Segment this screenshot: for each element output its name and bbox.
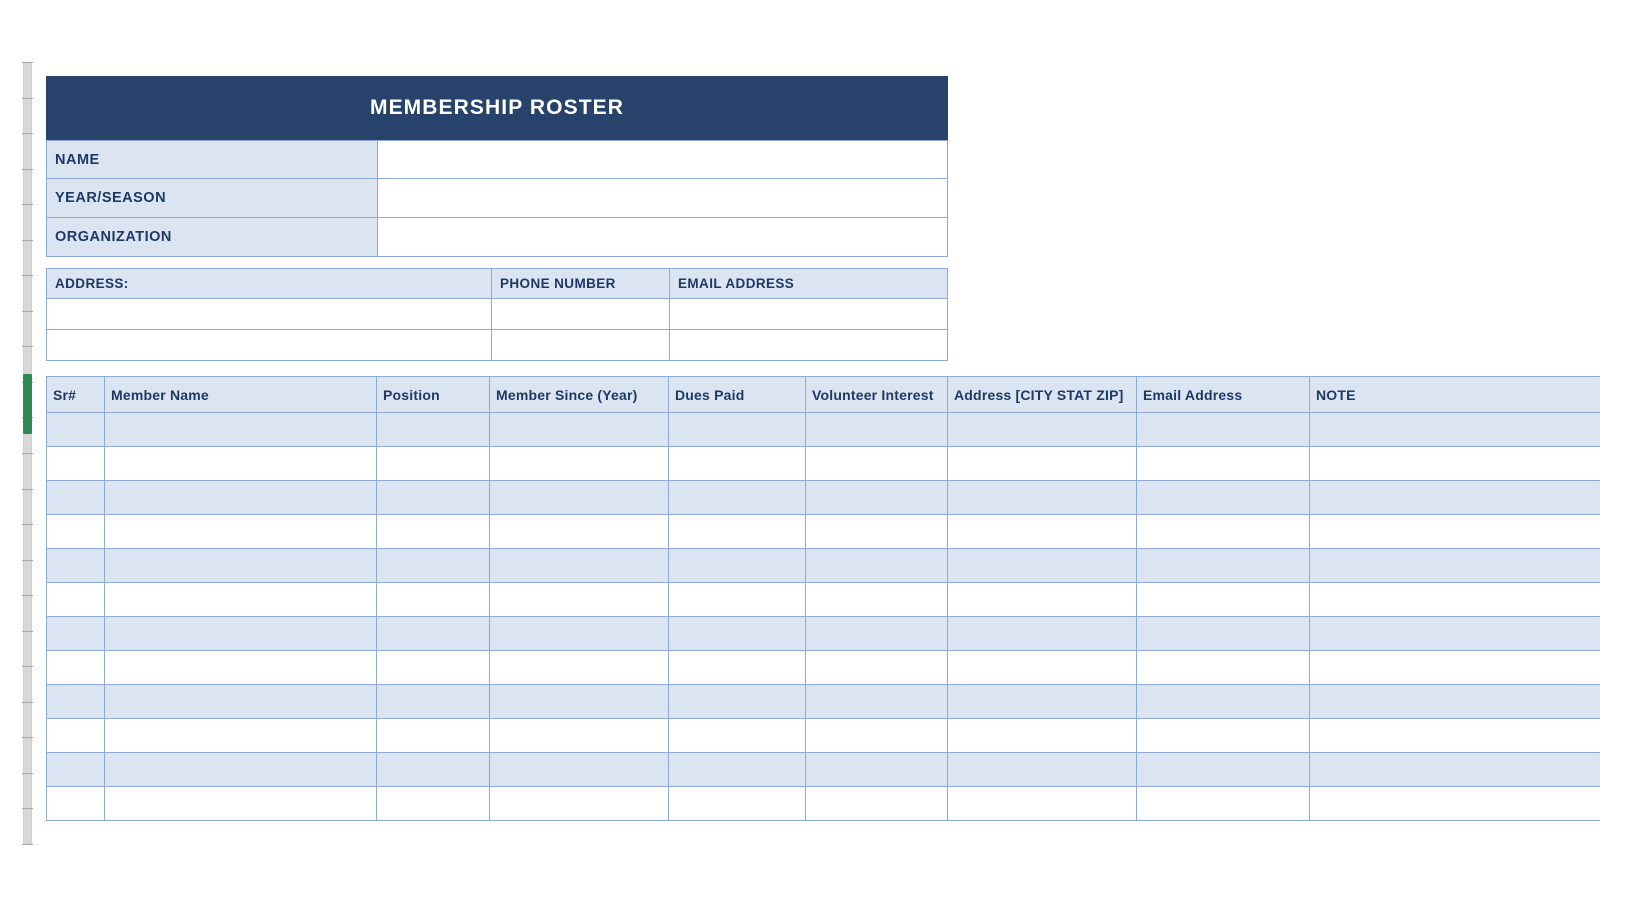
roster-cell[interactable]	[1310, 685, 1601, 719]
roster-cell[interactable]	[105, 481, 377, 515]
roster-cell[interactable]	[105, 753, 377, 787]
roster-cell[interactable]	[47, 617, 105, 651]
roster-cell[interactable]	[948, 719, 1137, 753]
roster-cell[interactable]	[1310, 617, 1601, 651]
roster-cell[interactable]	[1137, 481, 1310, 515]
roster-column-header-dues-paid[interactable]: Dues Paid	[669, 377, 806, 413]
roster-cell[interactable]	[669, 515, 806, 549]
roster-cell[interactable]	[490, 481, 669, 515]
membership-roster-table	[46, 376, 1600, 846]
contact-cell-phone-number[interactable]	[492, 330, 670, 361]
roster-cell[interactable]	[47, 719, 105, 753]
table-row	[47, 515, 1601, 549]
info-label-name: NAME	[46, 140, 378, 179]
roster-column-header-sr[interactable]: Sr#	[47, 377, 105, 413]
info-fields-block	[46, 140, 948, 258]
roster-cell[interactable]	[490, 617, 669, 651]
info-input-name[interactable]	[378, 140, 948, 179]
roster-cell[interactable]	[806, 515, 948, 549]
table-row	[47, 549, 1601, 583]
roster-cell[interactable]	[490, 787, 669, 821]
roster-cell[interactable]	[377, 583, 490, 617]
roster-cell[interactable]	[47, 787, 105, 821]
table-row	[47, 753, 1601, 787]
roster-cell[interactable]	[669, 651, 806, 685]
roster-cell[interactable]	[806, 685, 948, 719]
roster-cell[interactable]	[948, 651, 1137, 685]
roster-cell[interactable]	[1137, 787, 1310, 821]
gutter-tick	[22, 169, 33, 170]
roster-cell[interactable]	[105, 583, 377, 617]
roster-cell[interactable]	[377, 447, 490, 481]
roster-cell[interactable]	[1137, 583, 1310, 617]
roster-cell[interactable]	[806, 481, 948, 515]
roster-cell[interactable]	[669, 787, 806, 821]
roster-cell[interactable]	[377, 549, 490, 583]
roster-body	[47, 413, 1601, 821]
info-label-year-season: YEAR/SEASON	[46, 179, 378, 218]
contact-cell-phone-number[interactable]	[492, 299, 670, 330]
gutter-tick	[22, 346, 33, 347]
roster-cell[interactable]	[1137, 685, 1310, 719]
roster-cell[interactable]	[105, 719, 377, 753]
contact-cell-address[interactable]	[46, 330, 492, 361]
roster-cell[interactable]	[806, 583, 948, 617]
roster-cell[interactable]	[377, 719, 490, 753]
table-row	[47, 651, 1601, 685]
table-row	[47, 787, 1601, 821]
roster-column-header-note[interactable]: NOTE	[1310, 377, 1601, 413]
roster-cell[interactable]	[806, 787, 948, 821]
gutter-tick	[22, 204, 33, 205]
contact-header-address: ADDRESS:	[46, 268, 492, 299]
contact-cell-address[interactable]	[46, 299, 492, 330]
info-row	[46, 179, 948, 218]
roster-cell[interactable]	[105, 515, 377, 549]
roster-grid	[46, 376, 1600, 821]
gutter-tick	[22, 773, 33, 774]
gutter-tick	[22, 631, 33, 632]
roster-cell[interactable]	[948, 515, 1137, 549]
roster-cell[interactable]	[1310, 651, 1601, 685]
roster-cell[interactable]	[1310, 583, 1601, 617]
roster-cell[interactable]	[1310, 549, 1601, 583]
roster-cell[interactable]	[948, 753, 1137, 787]
roster-cell[interactable]	[669, 617, 806, 651]
roster-cell[interactable]	[490, 583, 669, 617]
roster-cell[interactable]	[1310, 787, 1601, 821]
roster-cell[interactable]	[105, 413, 377, 447]
roster-cell[interactable]	[669, 753, 806, 787]
roster-cell[interactable]	[669, 481, 806, 515]
roster-cell[interactable]	[669, 549, 806, 583]
info-row	[46, 218, 948, 257]
gutter-tick	[22, 524, 33, 525]
roster-cell[interactable]	[47, 447, 105, 481]
roster-cell[interactable]	[105, 549, 377, 583]
roster-cell[interactable]	[669, 447, 806, 481]
info-label-organization: ORGANIZATION	[46, 218, 378, 257]
roster-cell[interactable]	[490, 719, 669, 753]
roster-cell[interactable]	[105, 787, 377, 821]
roster-cell[interactable]	[669, 719, 806, 753]
roster-cell[interactable]	[948, 549, 1137, 583]
info-input-year-season[interactable]	[378, 179, 948, 218]
roster-column-header-member-name[interactable]: Member Name	[105, 377, 377, 413]
roster-cell[interactable]	[806, 651, 948, 685]
table-row	[47, 413, 1601, 447]
table-row	[47, 719, 1601, 753]
roster-cell[interactable]	[105, 651, 377, 685]
roster-cell[interactable]	[1310, 413, 1601, 447]
roster-cell[interactable]	[490, 515, 669, 549]
roster-cell[interactable]	[105, 447, 377, 481]
roster-cell[interactable]	[377, 515, 490, 549]
gutter-tick	[22, 702, 33, 703]
contact-header-phone-number: PHONE NUMBER	[492, 268, 670, 299]
gutter-tick	[22, 453, 33, 454]
roster-cell[interactable]	[47, 685, 105, 719]
roster-cell[interactable]	[1310, 447, 1601, 481]
contact-cell-email-address[interactable]	[670, 299, 948, 330]
roster-cell[interactable]	[806, 617, 948, 651]
roster-cell[interactable]	[490, 447, 669, 481]
roster-cell[interactable]	[1137, 617, 1310, 651]
roster-cell[interactable]	[47, 753, 105, 787]
roster-cell[interactable]	[490, 413, 669, 447]
roster-cell[interactable]	[948, 617, 1137, 651]
roster-cell[interactable]	[948, 413, 1137, 447]
roster-cell[interactable]	[47, 549, 105, 583]
roster-cell[interactable]	[47, 481, 105, 515]
roster-column-header-member-since-year[interactable]: Member Since (Year)	[490, 377, 669, 413]
roster-cell[interactable]	[806, 413, 948, 447]
gutter-tick	[22, 737, 33, 738]
roster-cell[interactable]	[490, 651, 669, 685]
roster-cell[interactable]	[1137, 515, 1310, 549]
gutter-tick	[22, 311, 33, 312]
table-row	[47, 617, 1601, 651]
roster-column-header-address-city-stat-zip[interactable]: Address [CITY STAT ZIP]	[948, 377, 1137, 413]
selected-row-marker[interactable]	[23, 374, 32, 434]
gutter-tick	[22, 489, 33, 490]
roster-column-header-email-address[interactable]: Email Address	[1137, 377, 1310, 413]
gutter-tick	[22, 240, 33, 241]
page-title: MEMBERSHIP ROSTER	[369, 96, 624, 119]
roster-cell[interactable]	[377, 787, 490, 821]
contact-cell-email-address[interactable]	[670, 330, 948, 361]
table-row	[47, 685, 1601, 719]
roster-cell[interactable]	[806, 549, 948, 583]
roster-cell[interactable]	[47, 583, 105, 617]
roster-column-header-volunteer-interest[interactable]: Volunteer Interest	[806, 377, 948, 413]
roster-cell[interactable]	[377, 753, 490, 787]
roster-cell[interactable]	[948, 685, 1137, 719]
contact-header-email-address: EMAIL ADDRESS	[670, 268, 948, 299]
table-row	[47, 583, 1601, 617]
roster-cell[interactable]	[669, 413, 806, 447]
roster-cell[interactable]	[377, 481, 490, 515]
contact-entry-row	[46, 299, 948, 330]
gutter-tick	[22, 595, 33, 596]
info-input-organization[interactable]	[378, 218, 948, 257]
roster-cell[interactable]	[47, 651, 105, 685]
roster-cell[interactable]	[948, 481, 1137, 515]
roster-cell[interactable]	[377, 651, 490, 685]
gutter-tick	[22, 133, 33, 134]
roster-cell[interactable]	[490, 753, 669, 787]
gutter-tick	[22, 98, 33, 99]
roster-cell[interactable]	[490, 549, 669, 583]
roster-cell[interactable]	[1310, 753, 1601, 787]
roster-cell[interactable]	[948, 447, 1137, 481]
roster-cell[interactable]	[806, 753, 948, 787]
roster-cell[interactable]	[1310, 719, 1601, 753]
roster-cell[interactable]	[948, 787, 1137, 821]
gutter-tick	[22, 560, 33, 561]
roster-column-header-position[interactable]: Position	[377, 377, 490, 413]
row-gutter-ruler[interactable]	[23, 62, 32, 844]
contact-block	[46, 268, 948, 363]
roster-cell[interactable]	[1137, 651, 1310, 685]
roster-cell[interactable]	[47, 413, 105, 447]
document-title-banner	[46, 76, 948, 140]
contact-header-row	[46, 268, 948, 299]
roster-cell[interactable]	[377, 685, 490, 719]
roster-cell[interactable]	[1137, 549, 1310, 583]
roster-header-row	[47, 377, 1601, 413]
roster-cell[interactable]	[669, 583, 806, 617]
roster-cell[interactable]	[1137, 413, 1310, 447]
roster-cell[interactable]	[1137, 447, 1310, 481]
roster-cell[interactable]	[948, 583, 1137, 617]
gutter-tick	[22, 62, 33, 63]
table-row	[47, 481, 1601, 515]
roster-cell[interactable]	[105, 617, 377, 651]
roster-cell[interactable]	[1310, 515, 1601, 549]
roster-cell[interactable]	[377, 413, 490, 447]
gutter-tick	[22, 808, 33, 809]
roster-cell[interactable]	[105, 685, 377, 719]
contact-entry-row	[46, 330, 948, 361]
roster-cell[interactable]	[377, 617, 490, 651]
info-row	[46, 140, 948, 179]
roster-cell[interactable]	[1137, 753, 1310, 787]
roster-cell[interactable]	[669, 685, 806, 719]
roster-cell[interactable]	[47, 515, 105, 549]
gutter-tick	[22, 844, 33, 845]
gutter-tick	[22, 666, 33, 667]
roster-cell[interactable]	[1137, 719, 1310, 753]
roster-cell[interactable]	[806, 719, 948, 753]
roster-cell[interactable]	[490, 685, 669, 719]
table-row	[47, 447, 1601, 481]
roster-cell[interactable]	[1310, 481, 1601, 515]
roster-cell[interactable]	[806, 447, 948, 481]
gutter-tick	[22, 275, 33, 276]
